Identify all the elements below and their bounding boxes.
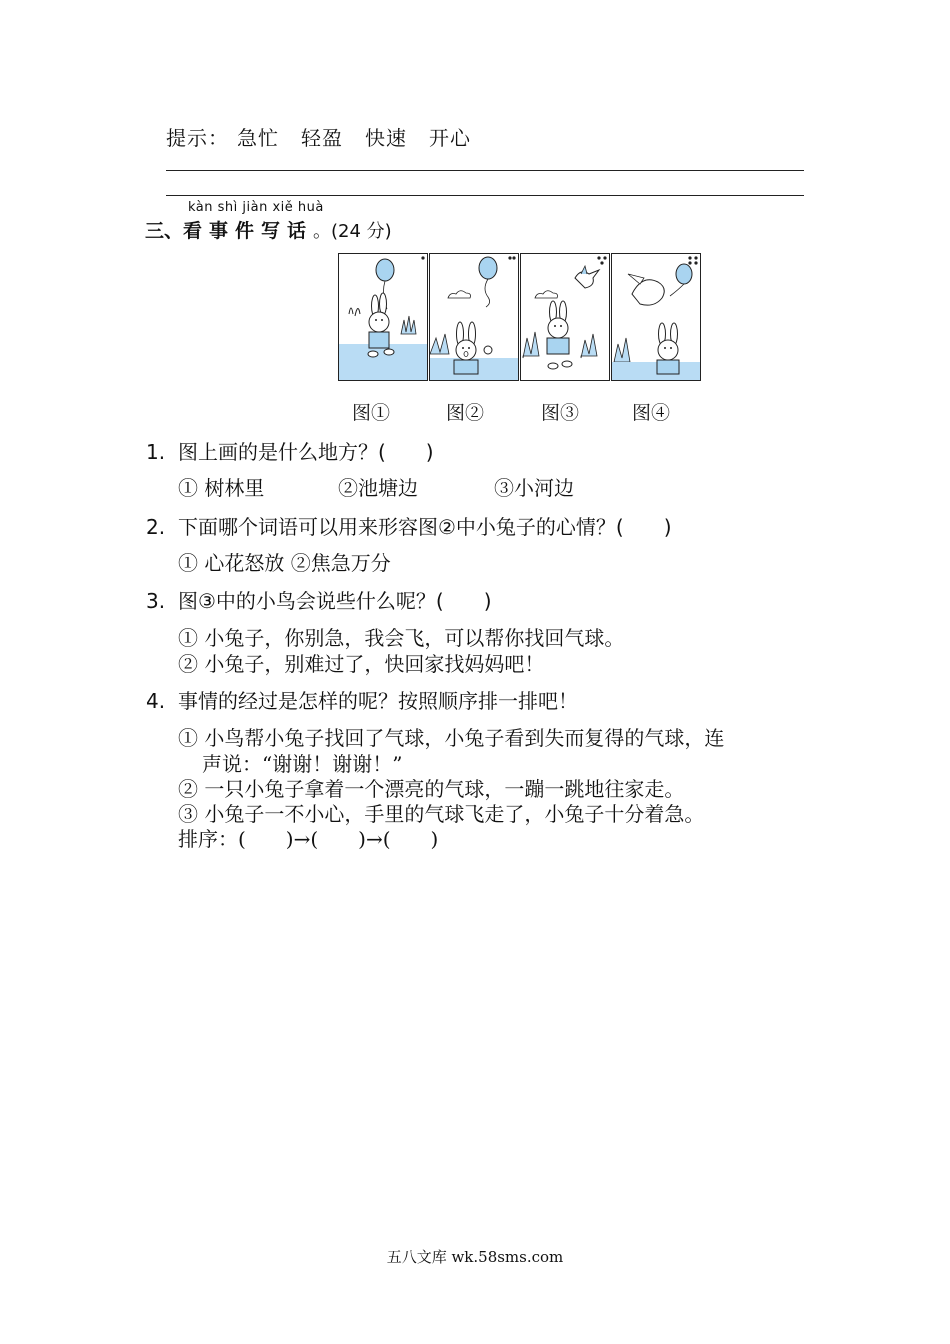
balloon-flying-away-illustration — [430, 254, 518, 380]
caption-1: 图① — [352, 402, 391, 424]
question-number: 4. — [146, 689, 166, 713]
option: ③ 小兔子一不小心，手里的气球飞走了，小兔子十分着急。 — [178, 802, 705, 826]
question-number: 1. — [146, 440, 166, 464]
option: ② 小兔子，别难过了，快回家找妈妈吧！ — [178, 652, 545, 676]
caption-4: 图④ — [632, 402, 671, 424]
section-char: 看 — [183, 220, 203, 242]
option: ① 心花怒放 ②焦急万分 — [178, 551, 391, 575]
picture-panel-4 — [611, 253, 701, 381]
option: ② 一只小兔子拿着一个漂亮的气球，一蹦一跳地往家走。 — [178, 777, 685, 801]
section-char: 话 — [287, 220, 307, 242]
option-continuation: 声说：“谢谢！谢谢！” — [202, 752, 403, 776]
section-pinyin: kàn shì jiàn xiě huà — [188, 200, 324, 215]
question-number: 2. — [146, 515, 166, 539]
order-answer: 排序：( )→( )→( ) — [178, 827, 439, 851]
hint-label: 提示： — [166, 126, 229, 150]
section-heading — [145, 216, 392, 243]
caption-2: 图② — [446, 402, 485, 424]
question-text: 图上画的是什么地方？( ) — [178, 440, 434, 464]
option: ① 小兔子，你别急，我会飞，可以帮你找回气球。 — [178, 626, 625, 650]
hint-word: 轻盈 — [301, 126, 343, 150]
question-text: 事情的经过是怎样的呢？按照顺序排一排吧！ — [178, 689, 578, 713]
writing-line — [166, 195, 804, 196]
hint-word: 急忙 — [237, 126, 279, 150]
caption-3: 图③ — [541, 402, 580, 424]
section-char: 件 — [235, 220, 255, 242]
section-char: 事 — [209, 220, 229, 242]
bird-talking-to-rabbit-illustration — [521, 254, 609, 380]
question-text: 下面哪个词语可以用来形容图②中小兔子的心情？( ) — [178, 515, 672, 539]
question-4 — [146, 685, 578, 714]
picture-panel-1 — [338, 253, 428, 381]
question-2 — [146, 511, 672, 540]
section-number: 三、 — [145, 220, 184, 242]
option: ① 小鸟帮小兔子找回了气球，小兔子看到失而复得的气球，连 — [178, 726, 725, 750]
picture-panel-3 — [520, 253, 610, 381]
picture-panel-2 — [429, 253, 519, 381]
writing-line — [166, 170, 804, 171]
picture-strip — [338, 253, 702, 381]
option: ②池塘边 — [338, 476, 418, 500]
question-number: 3. — [146, 589, 166, 613]
section-score: 。(24 分) — [313, 221, 392, 242]
option: ① 树林里 — [178, 476, 265, 500]
rabbit-with-balloon-illustration — [339, 254, 427, 380]
bird-returns-balloon-illustration — [612, 254, 700, 380]
footer-watermark: 五八文库 wk.58sms.com — [386, 1248, 564, 1266]
hint-word: 快速 — [365, 126, 407, 150]
question-1 — [146, 436, 434, 465]
option: ③小河边 — [494, 476, 574, 500]
hint-line — [166, 122, 471, 151]
question-3 — [146, 585, 492, 614]
question-text: 图③中的小鸟会说些什么呢？( ) — [178, 589, 492, 613]
section-char: 写 — [261, 220, 281, 242]
hint-word: 开心 — [429, 126, 471, 150]
